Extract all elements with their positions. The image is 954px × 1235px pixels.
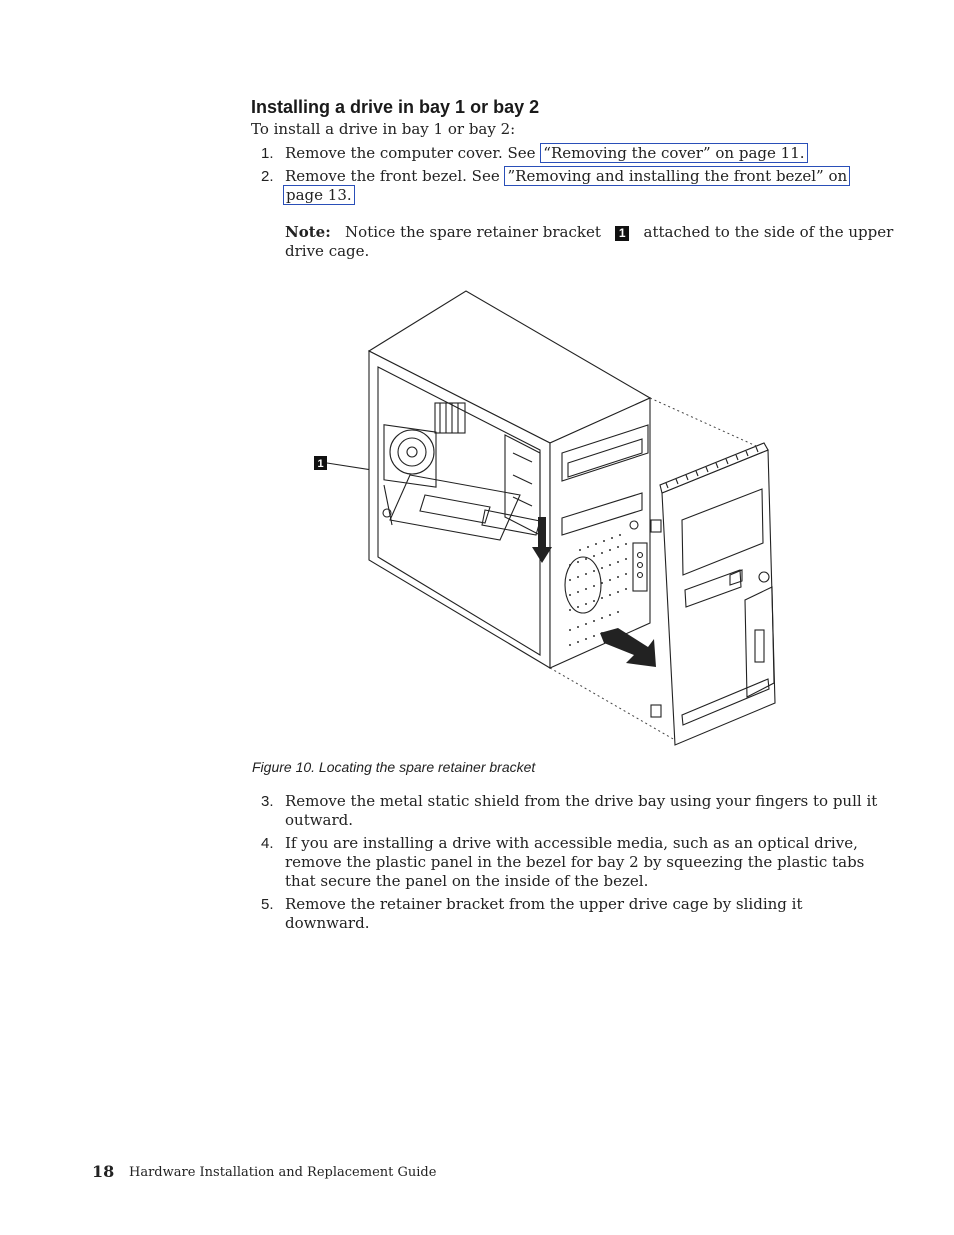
step-4-line3: that secure the panel on the inside of the bezel. (285, 872, 649, 890)
step-4-line1: If you are installing a drive with accessible media, such as an optical drive, (285, 834, 858, 852)
computer-chassis-illustration (300, 285, 790, 750)
step-1-number: 1. (261, 145, 274, 162)
step-1 (285, 144, 808, 163)
bezel-tab-top (651, 520, 661, 532)
step-2-text: Remove the front bezel. See (285, 167, 505, 185)
step-3-number: 3. (261, 793, 274, 810)
front-bezel (662, 450, 775, 745)
step-5-line2: downward. (285, 914, 370, 932)
note-label: Note: (285, 223, 331, 241)
step-4-number: 4. (261, 835, 274, 852)
link-removing-bezel[interactable]: ”Removing and installing the front bezel” on (504, 166, 850, 186)
note-callout-badge: 1 (615, 226, 629, 241)
step-3-line1: Remove the metal static shield from the drive bay using your fingers to pull it (285, 792, 878, 810)
step-3-line2: outward. (285, 811, 354, 829)
note-text-before: Notice the spare retainer bracket (345, 223, 601, 241)
note (285, 223, 893, 242)
pull-bezel-arrow-icon (600, 628, 656, 667)
bezel-tab-bottom (651, 705, 661, 717)
intro-text: To install a drive in bay 1 or bay 2: (251, 120, 516, 138)
note-text-after: attached to the side of the upper (643, 223, 894, 241)
link-removing-bezel-page[interactable]: page 13. (283, 185, 355, 205)
footer-title: Hardware Installation and Replacement Guide (129, 1165, 437, 1180)
step-4-line2: remove the plastic panel in the bezel for bay 2 by squeezing the plastic tabs (285, 853, 865, 871)
step-2 (285, 167, 850, 186)
figure-caption: Figure 10. Locating the spare retainer bracket (252, 759, 536, 775)
figure-callout-number: 1 (317, 458, 324, 470)
step-2-line2 (283, 186, 355, 205)
note-line2: drive cage. (285, 242, 370, 260)
step-2-number: 2. (261, 168, 274, 185)
link-removing-cover[interactable]: “Removing the cover” on page 11. (540, 143, 807, 163)
section-heading: Installing a drive in bay 1 or bay 2 (251, 97, 540, 117)
step-5-number: 5. (261, 896, 274, 913)
step-1-text: Remove the computer cover. See (285, 144, 541, 162)
page-number: 18 (92, 1162, 115, 1181)
step-5-line1: Remove the retainer bracket from the upper drive cage by sliding it (285, 895, 803, 913)
